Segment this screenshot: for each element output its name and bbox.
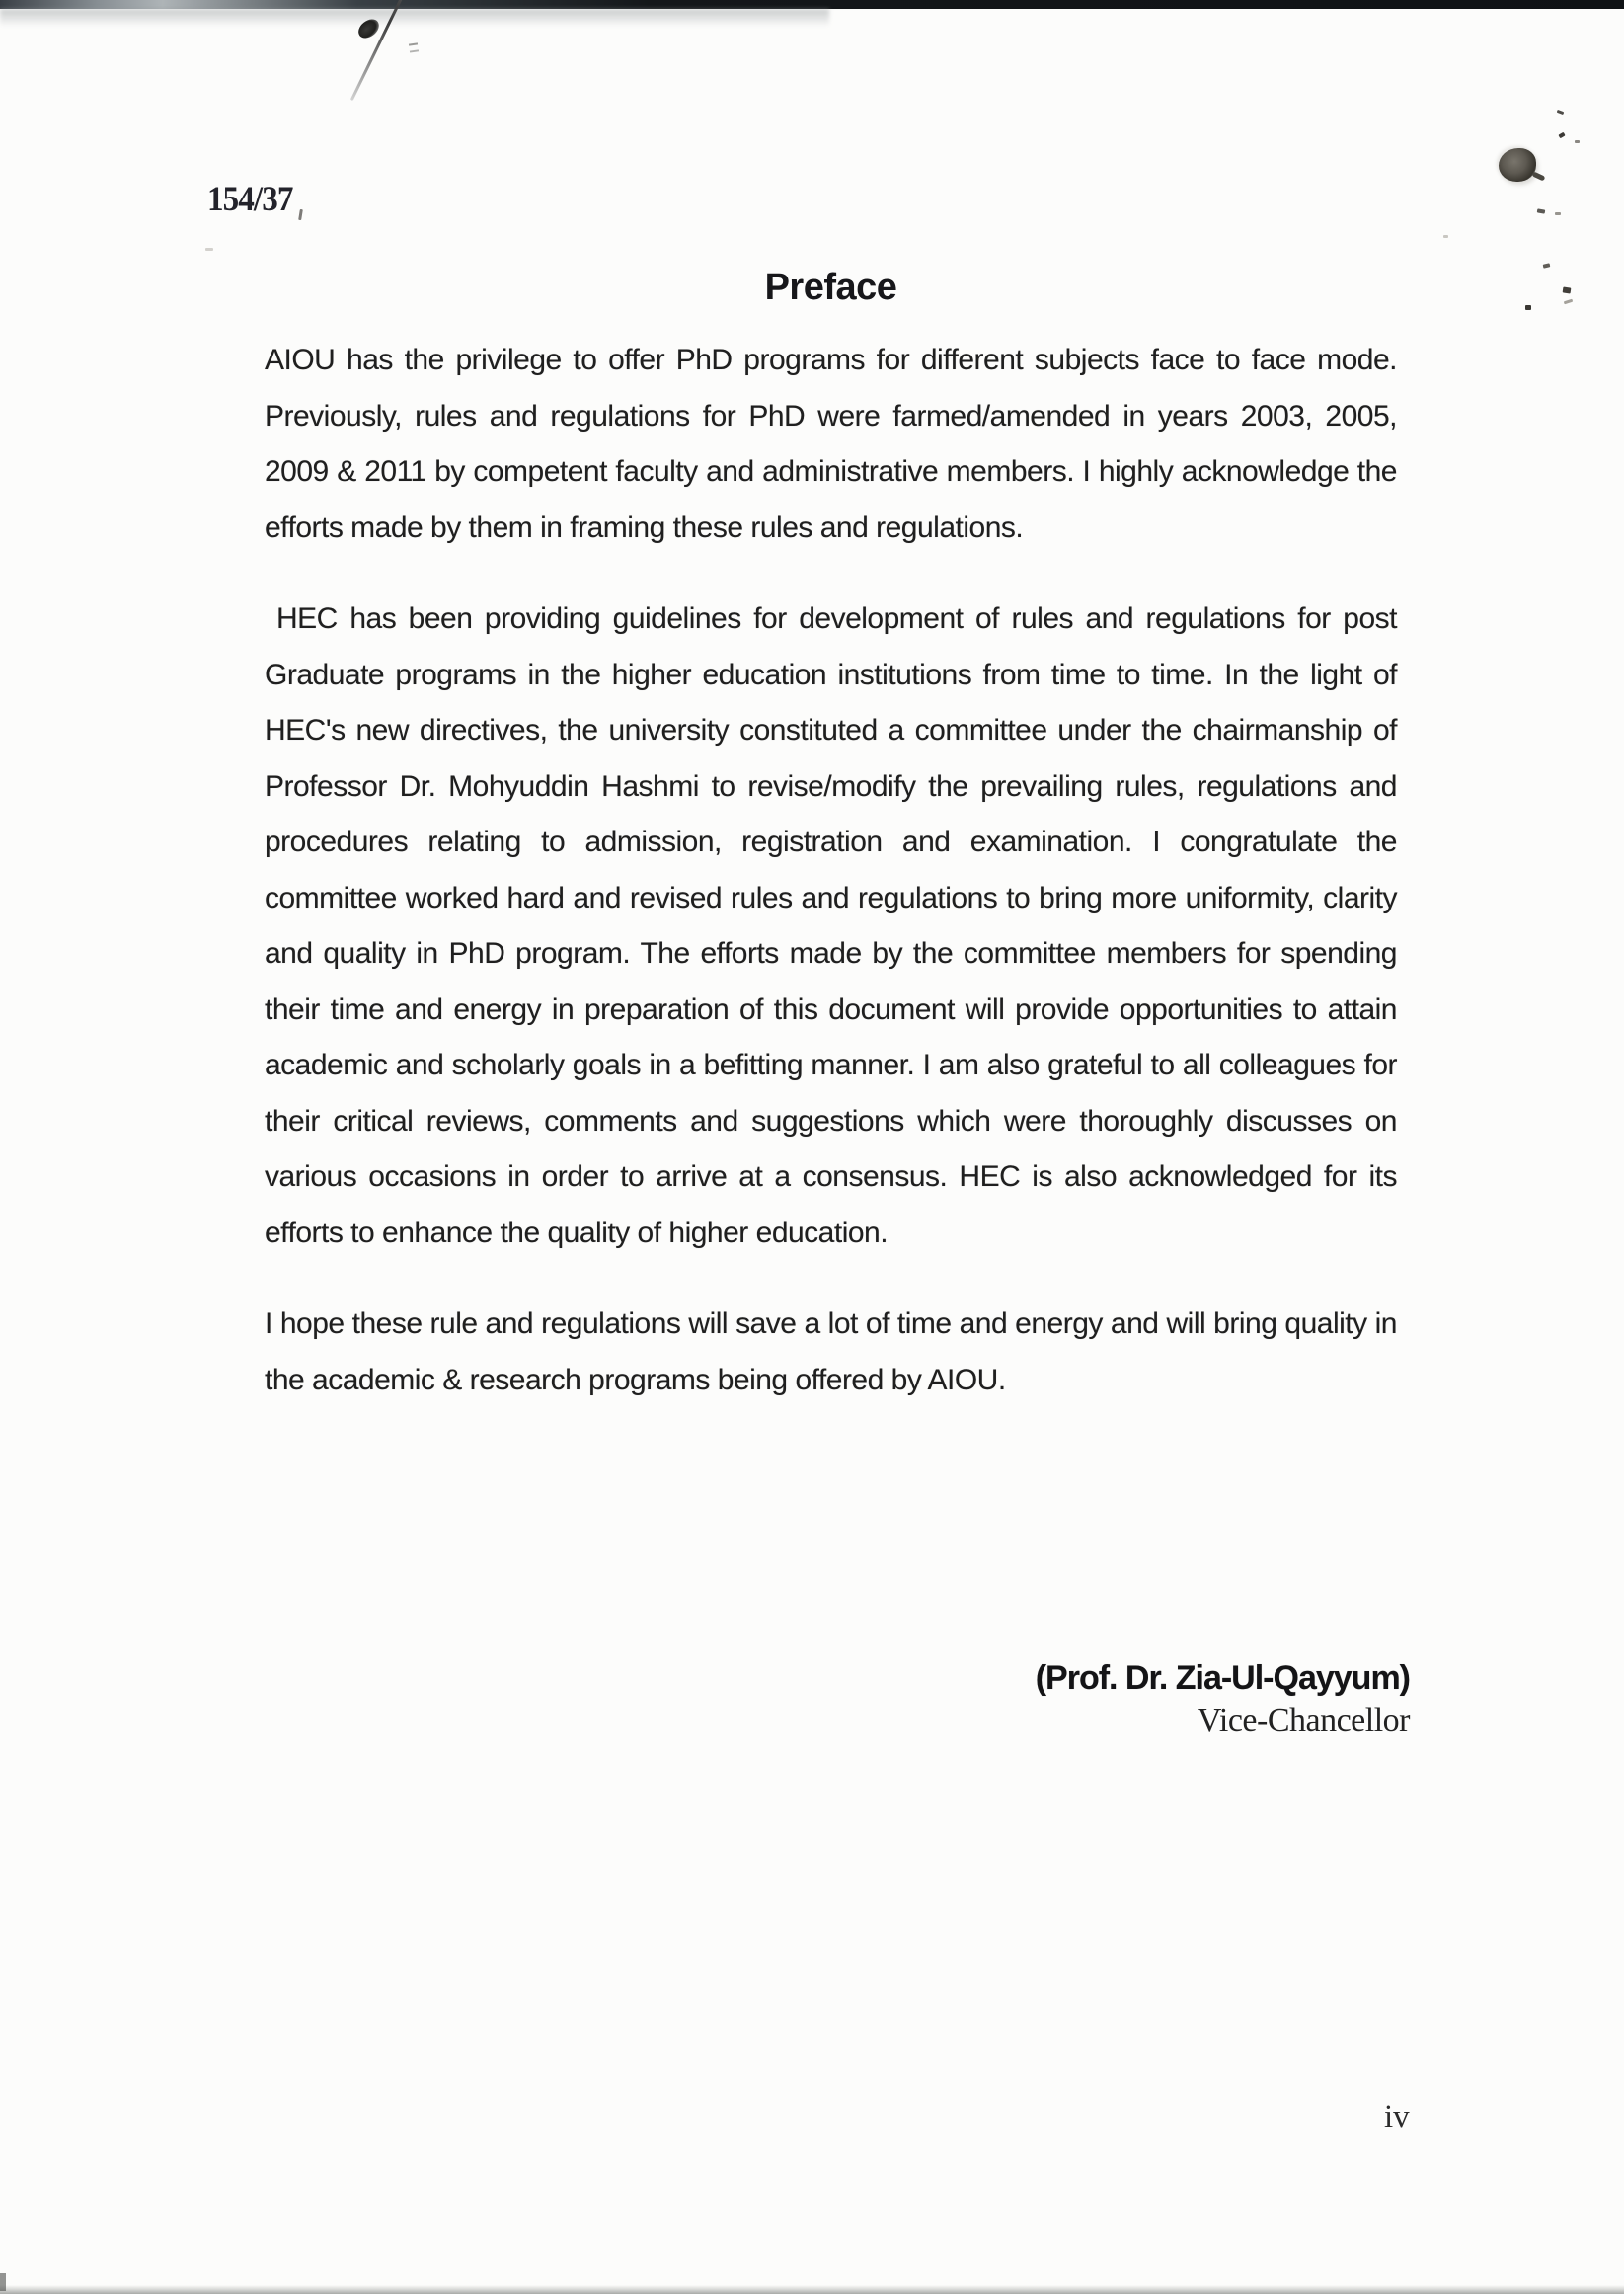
ink-speck [1557,110,1565,115]
paragraph-3: I hope these rule and regulations will save a lot of time and energy and will bring quality in the academic & research programs being offered by AIOU. [265,1307,1397,1396]
preface-body [265,333,1397,1444]
ink-speck [1525,305,1531,310]
ink-speck [1575,140,1580,143]
page-title: Preface [764,267,897,308]
paragraph-2: HEC has been providing guidelines for development of rules and regulations for post Graduate programs in the higher education institutions from time to time. In the light of HEC's new directives, the university constituted a committee under the chairmanship of Professor Dr. Mohyuddin Hashmi to revise/modify the prevailing rules, regulations and procedures relating to admission, registration and examination. I congratulate the committee worked hard and revised rules and regulations to bring more uniformity, clarity and quality in PhD program. The efforts made by the committee members for spending their time and energy in preparation of this document will provide opportunities to attain academic and scholarly goals in a befitting manner. I am also grateful to all colleagues for their critical reviews, comments and suggestions which were thoroughly discusses on various occasions in order to arrive at a consensus. HEC is also acknowledged for its efforts to enhance the quality of higher education. [265,602,1397,1249]
ink-speck [1564,299,1573,305]
signatory-name: (Prof. Dr. Zia-Ul-Qayyum) [1035,1659,1410,1697]
ink-speck [1543,263,1551,268]
pen-tick-mark [409,42,418,45]
ink-speck [1563,286,1572,293]
page-stamp: 154/37 [207,179,293,218]
paragraph-1: AIOU has the privilege to offer PhD programs for different subjects face to face mode. Previously, rules and regulations for PhD were farmed/amended in years 2003, 2005, 2009 & 2011 by competent faculty and administrative members. I highly acknowledge the efforts made by them in framing these rules and regulations. [265,344,1397,544]
ink-speck [205,248,213,251]
ink-speck [1537,208,1546,213]
signatory-role: Vice-Chancellor [1197,1702,1410,1739]
ink-smudge [1499,148,1536,182]
ink-speck [1443,235,1448,238]
signature-block [265,1659,1410,1740]
ink-speck [1555,212,1561,215]
ink-speck [1558,132,1565,138]
scan-edge-bottom-notch [0,2273,6,2291]
stamp-tick-mark [298,209,303,220]
page-number: iv [1384,2099,1410,2135]
scan-edge-top [0,0,1624,9]
ink-smudge-tail [1532,171,1546,181]
scan-edge-top-shadow [0,9,829,27]
scan-edge-bottom [0,2285,1624,2294]
